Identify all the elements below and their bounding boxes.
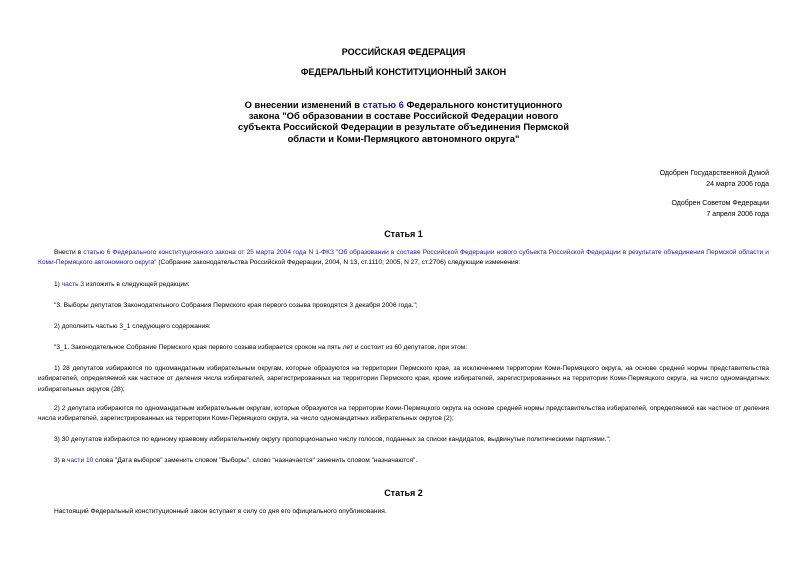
title-prefix: О внесении изменений в (244, 99, 363, 110)
item-1-prefix: 1) (54, 281, 62, 288)
title-rest: Федерального конституционного закона "Об образовании в составе Российской Федерации нового субъекта Российской Федерации в результате объединения Пермской области и Коми-Пермяцкого автономного округа" (237, 99, 570, 144)
article-1-heading: Статья 1 (384, 229, 423, 239)
title-article-link[interactable]: статью 6 (362, 99, 404, 110)
law-title (230, 99, 577, 144)
item-3-rest: слова "Дата выборов" заменить словом "Выборы", слово "назначается" заменить словом "назначаются". (93, 457, 418, 464)
duma-approval (660, 169, 769, 190)
council-approval-label: Одобрен Советом Федерации (671, 200, 769, 207)
council-approval (671, 199, 769, 220)
item-3 (38, 456, 769, 466)
subitem-2: 2) 2 депутата избираются по одномандатным избирательным округам, которые образуются на территории Коми-Пермяцкого округа на основе средней нормы представительства избирателей, определяемой как частное от деления числа избирателей, зарегистрированных на территории Коми-Пермяцкого округа, на число одномандатных избирательных округов (2); (38, 405, 769, 423)
intro-rest: (Собрание законодательства Российской Федерации, 2004, N 13, ст.1110; 2005, N 27, ст.2706) следующие изменения: (156, 259, 521, 267)
article-1-intro (38, 248, 769, 269)
article-2-text: Настоящий Федеральный конституционный закон вступает в силу со дня его официального опубликования. (54, 508, 387, 515)
item-3-link[interactable]: части 10 (67, 457, 94, 464)
duma-approval-label: Одобрен Государственной Думой (659, 170, 769, 177)
item-1 (38, 280, 769, 290)
article-2-heading: Статья 2 (384, 488, 423, 498)
country-heading: РОССИЙСКАЯ ФЕДЕРАЦИЯ (341, 47, 466, 57)
item-1-link[interactable]: часть 3 (61, 281, 85, 288)
intro-prefix: Внести в (54, 249, 84, 256)
duma-approval-date: 24 марта 2006 года (706, 180, 769, 188)
council-approval-date: 7 апреля 2006 года (706, 210, 769, 218)
item-1-rest: изложить в следующей редакции: (84, 281, 190, 288)
quote-2: "3_1. Законодательное Собрание Пермского края первого созыва избирается сроком на пять лет и состоит из 60 депутатов, при этом: (54, 344, 468, 351)
quote-1: "3. Выборы депутатов Законодательного Собрания Пермского края первого созыва проводятся 3 декабря 2006 года."; (54, 302, 418, 309)
subitem-1: 1) 28 депутатов избираются по одномандатным избирательным округам, которые образуются на территории Пермского края, за исключением территории Коми-Пермяцкого округа, на основе средней нормы представительства избирателей, определяемой как частное от деления числа избирателей, зарегистрированных на территории Пермского края, кроме избирателей, зарегистрированных на территории Коми-Пермяцкого округа, на число одномандатных избирательных округов (28); (38, 365, 769, 393)
item-3-prefix: 3) в (54, 457, 68, 464)
law-type-heading: ФЕДЕРАЛЬНЫЙ КОНСТИТУЦИОННЫЙ ЗАКОН (300, 67, 507, 77)
subitem-3: 3) 30 депутатов избираются по единому краевому избирательному округу пропорционально числу голосов, поданных за списки кандидатов, выдвинутые политическими партиями."; (54, 436, 611, 443)
item-2: 2) дополнить частью 3_1 следующего содержания: (54, 323, 211, 330)
intro-law-link[interactable]: статью 6 Федерального конституционного закона от 25 марта 2004 года N 1-ФКЗ "Об образовании в составе Российской Федерации нового субъекта Российской Федерации в результате объединения Пермской области и Коми-Пермяцкого автономного округа" (38, 249, 769, 267)
